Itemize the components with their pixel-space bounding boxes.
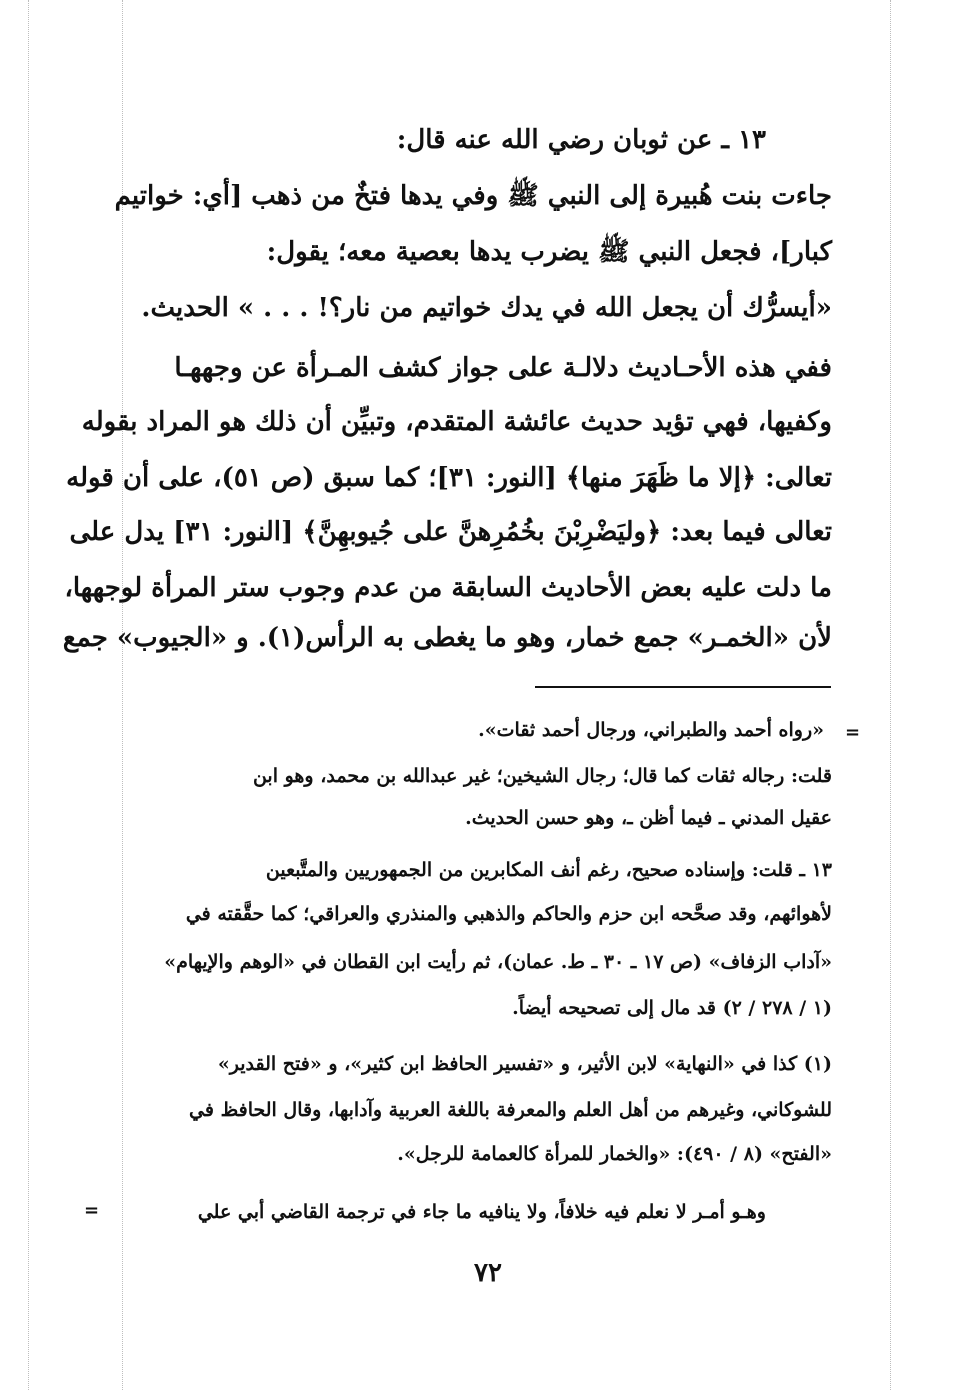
- scan-guide-line: [28, 0, 29, 1390]
- footnote-separator: [535, 686, 831, 688]
- footnote-line: (١ / ٢٧٨ / ٢) قد مال إلى تصحيحه أيضاً.: [512, 997, 832, 1019]
- continuation-mark: =: [84, 1200, 100, 1221]
- body-line: لأن «الخمـر» جمع خمار، وهو ما يغطى به الرأس(١). و «الجيوب» جمع: [62, 623, 832, 653]
- scan-guide-line: [890, 0, 891, 1390]
- footnote-line: قلت: رجاله ثقات كما قال؛ رجال الشيخين؛ غير عبدالله بن محمد، وهو ابن: [252, 765, 832, 787]
- footnote-line: للشوكاني، وغيرهم من أهل العلم والمعرفة باللغة العربية وآدابها، وقال الحافظ في: [189, 1099, 832, 1121]
- footnote-line: «رواه أحمد والطبراني، ورجال أحمد ثقات».: [478, 719, 824, 741]
- footnote-line: «الفتح» (٨ / ٤٩٠): «والخمار للمرأة كالعمامة للرجل».: [397, 1143, 832, 1165]
- body-line: ما دلت عليه بعض الأحاديث السابقة من عدم وجوب ستر المرأة لوجهها،: [64, 573, 832, 603]
- continuation-mark: =: [845, 722, 861, 743]
- body-line: جاءت بنت هُبيرة إلى النبي ﷺ وفي يدها فتخٌ من ذهب [أي: خواتيم: [114, 181, 832, 211]
- footnote-line: (١) كذا في «النهاية» لابن الأثير، و «تفسير الحافظ ابن كثير»، و «فتح القدير»: [217, 1053, 832, 1075]
- body-line: وكفيها، فهي تؤيد حديث عائشة المتقدم، وتبيِّن أن ذلك هو المراد بقوله: [81, 407, 832, 437]
- body-line: ففي هذه الأحـاديث دلالـة على جواز كشف المـرأة عن وجههـا: [174, 353, 832, 383]
- footnote-line: ١٣ ـ قلت: وإسناده صحيح، رغم أنف المكابرين من الجمهوريين والمتَّبعين: [265, 859, 832, 881]
- footnote-line: لأهوائهم، وقد صحَّحه ابن حزم والحاكم والذهبي والمنذري والعراقي؛ كما حقَّقته في: [185, 903, 832, 925]
- body-line: «أيسرُّك أن يجعل الله في يدك خواتيم من نار؟! . . . » الحديث.: [141, 293, 832, 323]
- body-line: تعالى فيما بعد: ﴿وليَضْرِبْنَ بخُمُرِهنَّ على جُيوبهِنَّ﴾ [النور: ٣١] يدل على: [69, 517, 832, 547]
- page-number: ٧٢: [474, 1258, 502, 1288]
- body-line: تعالى: ﴿إلا ما ظَهَرَ منها﴾ [النور: ٣١]؛ كما سبق (ص ٥١)، على أن قوله: [66, 463, 832, 493]
- footnote-line: «آداب الزفاف» (ص ١٧ ـ ٣٠ ـ ط. عمان)، ثم رأيت ابن القطان في «الوهم والإيهام»: [164, 951, 832, 973]
- footnote-line: وهـو أمـر لا نعلم فيه خلافاً، ولا ينافيه ما جاء في ترجمة القاضي أبي علي: [197, 1201, 766, 1223]
- footnote-line: عقيل المدني ـ فيما أظن ـ، وهو حسن الحديث.: [465, 807, 832, 829]
- body-line: كبار]، فجعل النبي ﷺ يضرب يدها بعصية معه؛ يقول:: [266, 237, 832, 267]
- hadith-heading: ١٣ ـ عن ثوبان رضي الله عنه قال:: [396, 125, 766, 155]
